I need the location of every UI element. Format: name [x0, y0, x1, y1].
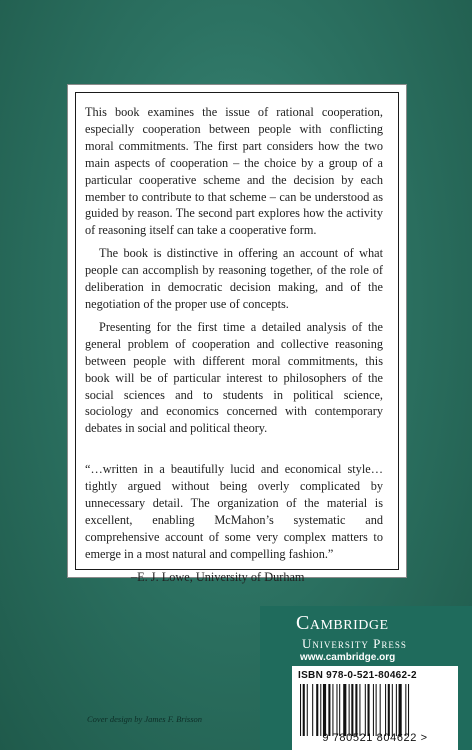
review-attribution: –E. J. Lowe, University of Durham	[131, 569, 305, 584]
back-cover-blurb-panel	[67, 84, 407, 584]
review-quote: “…written in a beautifully lucid and economical style…tightly argued without being overly complicated by unnecessary detail. The organization of the material is excellent, enabling McMahon’s systematic and comprehensive account of some very complex matters to emerge in a most natural and compelling fashion.”	[85, 462, 383, 561]
barcode-stripe	[396, 684, 397, 736]
barcode-stripe	[320, 684, 321, 736]
barcode-stripe	[373, 684, 374, 736]
barcode-stripe	[328, 684, 330, 736]
barcode-stripe	[351, 684, 353, 736]
barcode-stripe	[405, 684, 406, 736]
barcode-stripe	[385, 684, 386, 736]
blurb-text	[85, 104, 383, 586]
barcode-stripe	[365, 684, 366, 736]
barcode-stripe	[368, 684, 370, 736]
barcode-stripe	[303, 684, 305, 736]
barcode-stripe	[408, 684, 409, 736]
blurb-paragraph-2: The book is distinctive in offering an account of what people can accomplish by reasoning together, of the role of deliberation in democratic decision making, and of the negotiation of the proper use of concepts.	[85, 246, 383, 311]
cover-design-credit: Cover design by James F. Brisson	[87, 714, 203, 724]
barcode-stripe	[323, 684, 326, 736]
barcode-stripe	[312, 684, 313, 736]
barcode-stripe	[376, 684, 377, 736]
barcode-stripe	[359, 684, 360, 736]
blurb-paragraph-3: Presenting for the first time a detailed analysis of the general problem of cooperation and collective reasoning between people with different moral commitments, this book will be of particular interest to philosophers of the social sciences and to students in political science, sociology and economics concerned with contemporary debates in social and political theory.	[85, 319, 383, 436]
publisher-url: www.cambridge.org	[300, 652, 396, 663]
barcode-stripe	[300, 684, 301, 736]
barcode-stripe	[392, 684, 393, 736]
barcode-stripe	[336, 684, 337, 736]
publisher-block	[260, 606, 472, 750]
barcode-stripe	[355, 684, 357, 736]
barcode-stripe	[349, 684, 350, 736]
barcode-stripe	[343, 684, 346, 736]
isbn-label: ISBN 978-0-521-80462-2	[298, 670, 417, 681]
barcode-stripe	[388, 684, 390, 736]
barcode-stripe	[399, 684, 402, 736]
publisher-press: University Press	[302, 636, 407, 651]
blurb-paragraph-1: This book examines the issue of rational cooperation, especially cooperation between people with conflicting moral commitments. The first part considers how the two main aspects of cooperation – the choice by a group of a particular cooperative scheme and the decision by each member to contribute to that scheme – can be understood as guided by reason. The second part explores how the activity of reasoning itself can take a cooperative form.	[85, 105, 383, 238]
barcode-stripe	[307, 684, 308, 736]
barcode-stripe	[339, 684, 340, 736]
barcode-icon	[300, 684, 452, 736]
barcode-stripe	[316, 684, 318, 736]
barcode-stripe	[380, 684, 381, 736]
barcode-box	[292, 666, 458, 750]
publisher-name: Cambridge	[296, 612, 389, 634]
barcode-digits: 9 780521 804622 >	[322, 732, 428, 744]
barcode-stripe	[332, 684, 333, 736]
